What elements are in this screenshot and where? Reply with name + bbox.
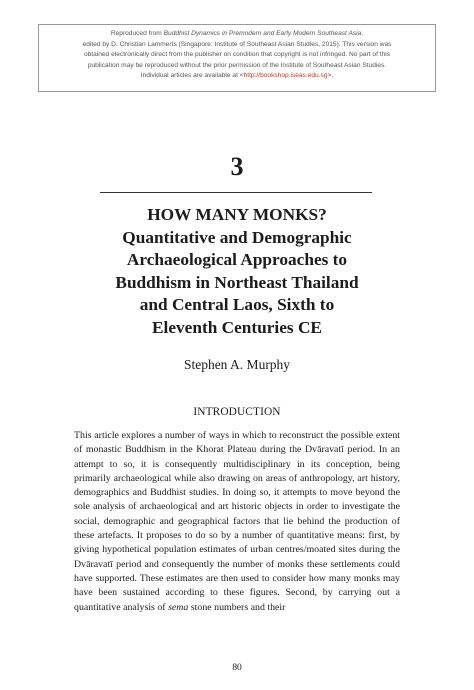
chapter-number: 3 — [230, 152, 244, 181]
body-paragraph — [74, 429, 400, 615]
copyright-notice — [38, 24, 436, 92]
notice-line-5-suffix: >. — [327, 72, 334, 80]
notice-line-2: edited by D. Christian Lammerts (Singapore: Institute of Southeast Asian Studies, 2015). This version was — [82, 40, 392, 48]
notice-line-1 — [45, 29, 429, 40]
notice-book-title: Buddhist Dynamics in Premodern and Early Modern Southeast Asia — [163, 30, 362, 37]
notice-line-1-suffix: , — [361, 30, 364, 37]
body-text-part-2: stone numbers and their — [188, 601, 286, 613]
title-line: Eleventh Centuries CE — [152, 317, 322, 337]
notice-line-3: obtained electronically direct from the publisher on condition that copyright is not infringed. No part of this — [83, 51, 391, 59]
title-line: Buddhism in Northeast Thailand — [115, 272, 359, 292]
section-heading: INTRODUCTION — [193, 406, 281, 418]
body-text-part-1: This article explores a number of ways in which to reconstruct the possible extent of monastic Buddhism in the Khorat Plateau during the Dvāravatī period. In an attempt to so, it is consequently multidisciplinary in its conception, being primarily archaeological while also drawing on areas of anthropology, art history, demographics and Buddhist studies. In doing so, it attempts to move beyond the sole analysis of archaeological and art historic objects in order to investigate the social, demographic and geographical factors that lie behind the production of these artefacts. It proposes to do so by a number of quantitative means: first, by giving hypothetical population estimates of urban centres/moated sites during the Dvāravatī period and consequently the number of monks these settlements could have supported. These estimates are then used to consider how many monks may have been sustained according to these figures. Second, by carrying out a quantitative analysis of — [74, 430, 400, 613]
author-name: Stephen A. Murphy — [183, 357, 291, 372]
title-line: HOW MANY MONKS? — [147, 205, 327, 224]
notice-line-5 — [45, 71, 429, 82]
notice-line-4: publication may be reproduced without the prior permission of the Institute of Southeast Asian Studies. — [87, 61, 387, 69]
body-italic-term: sema — [168, 601, 189, 613]
title-line: and Central Laos, Sixth to — [139, 295, 335, 315]
notice-line-5-prefix: Individual articles are available at < — [140, 72, 244, 80]
chapter-title — [60, 204, 414, 340]
page-number: 80 — [232, 662, 242, 673]
bookshop-link[interactable]: http://bookshop.iseas.edu.sg — [243, 72, 328, 80]
title-line: Quantitative and Demographic — [122, 227, 352, 247]
title-line: Archaeological Approaches to — [126, 250, 348, 270]
title-divider — [100, 192, 372, 193]
body-text — [74, 429, 400, 615]
notice-line-1-prefix: Reproduced from — [110, 30, 164, 37]
